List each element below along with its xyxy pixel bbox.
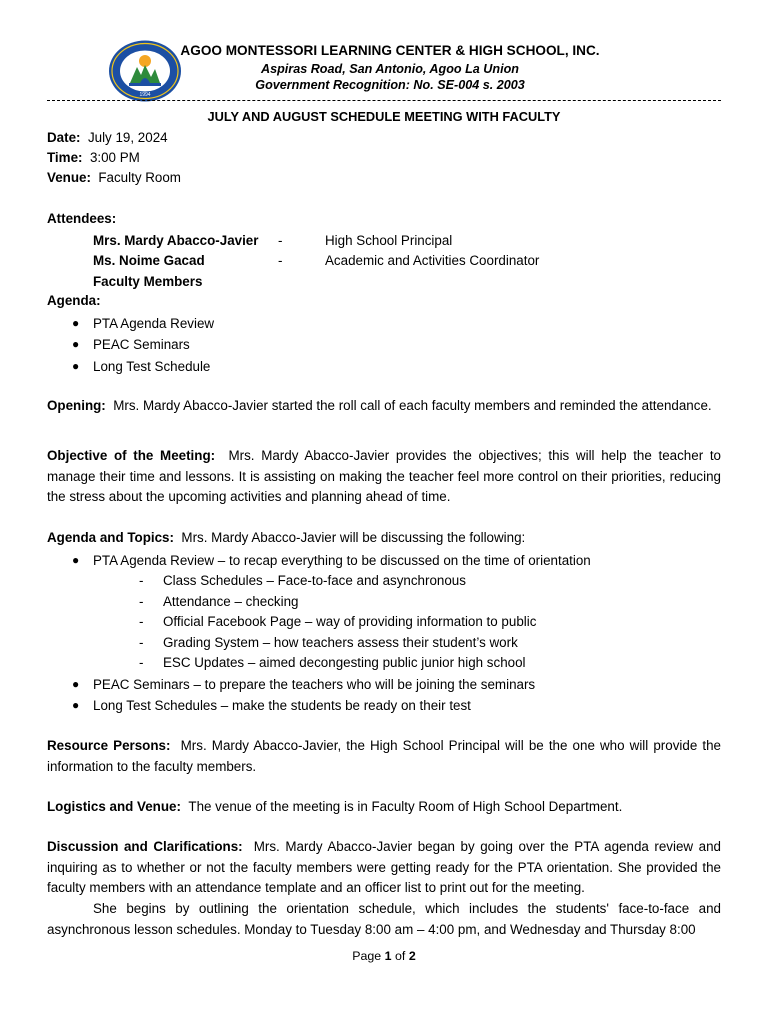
bullet-icon: ● xyxy=(72,316,80,330)
discussion-text: Mrs. Mardy Abacco-Javier began by going over the PTA agenda review and inquiring as to whether or not the faculty members were getting ready for the PTA orientation. She provided the faculty members with an attendance template and an officer list to print out for the meeting. xyxy=(47,839,721,895)
page-word: Page xyxy=(352,949,382,963)
time-value: 3:00 PM xyxy=(89,150,140,165)
opening-text: Mrs. Mardy Abacco-Javier started the roll call of each faculty members and reminded the attendance. xyxy=(113,398,712,413)
dash-marker: - xyxy=(139,573,144,588)
school-name: AGOO MONTESSORI LEARNING CENTER & HIGH SCHOOL, INC. xyxy=(180,43,600,58)
topic-subitem: Attendance – checking xyxy=(163,594,299,609)
bullet-icon: ● xyxy=(72,677,80,691)
topic-subitem: Official Facebook Page – way of providing information to public xyxy=(163,614,537,629)
logistics-label: Logistics and Venue: xyxy=(47,799,181,814)
topics-label: Agenda and Topics: xyxy=(47,530,174,545)
of-word: of xyxy=(395,949,406,963)
opening-paragraph xyxy=(47,396,721,417)
time-line xyxy=(47,151,140,164)
discussion-paragraph xyxy=(47,837,721,899)
objective-paragraph xyxy=(47,446,721,508)
total-pages: 2 xyxy=(408,949,416,963)
dash-marker: - xyxy=(139,614,144,629)
agenda-heading: Agenda: xyxy=(47,293,101,308)
header-divider xyxy=(47,100,721,101)
attendee-role: High School Principal xyxy=(325,233,453,248)
venue-value: Faculty Room xyxy=(98,170,181,185)
bullet-icon: ● xyxy=(72,359,80,373)
venue-line xyxy=(47,171,181,184)
venue-label: Venue: xyxy=(47,170,91,185)
discussion-label: Discussion and Clarifications: xyxy=(47,839,243,854)
agenda-item: PTA Agenda Review xyxy=(93,316,215,331)
topic-subitem: Class Schedules – Face-to-face and asynchronous xyxy=(163,573,466,588)
date-line xyxy=(47,131,168,144)
topic-item: PTA Agenda Review – to recap everything to be discussed on the time of orientation xyxy=(93,553,591,568)
bullet-icon: ● xyxy=(72,553,80,567)
seal-year: 1994 xyxy=(139,92,151,98)
logistics-line xyxy=(47,800,622,813)
school-seal-logo xyxy=(107,39,183,103)
topic-subitem: ESC Updates – aimed decongesting public junior high school xyxy=(163,655,526,670)
date-label: Date: xyxy=(47,130,81,145)
objective-label: Objective of the Meeting: xyxy=(47,448,216,463)
current-page: 1 xyxy=(384,949,392,963)
attendee-role: Academic and Activities Coordinator xyxy=(325,253,540,268)
agenda-item: Long Test Schedule xyxy=(93,359,211,374)
logistics-text: The venue of the meeting is in Faculty Room of High School Department. xyxy=(188,799,623,814)
topic-subitem: Grading System – how teachers assess their student’s work xyxy=(163,635,518,650)
topic-item: Long Test Schedules – make the students be ready on their test xyxy=(93,698,471,713)
resource-text: Mrs. Mardy Abacco-Javier, the High School Principal will be the one who will provide the information to the faculty members. xyxy=(47,738,721,774)
dash-marker: - xyxy=(139,655,144,670)
agenda-item: PEAC Seminars xyxy=(93,337,190,352)
resource-label: Resource Persons: xyxy=(47,738,171,753)
attendees-heading: Attendees: xyxy=(47,211,117,226)
topics-intro: Mrs. Mardy Abacco-Javier will be discussing the following: xyxy=(181,530,526,545)
attendee-dash: - xyxy=(278,253,283,268)
time-label: Time: xyxy=(47,150,83,165)
date-value: July 19, 2024 xyxy=(87,130,168,145)
bullet-icon: ● xyxy=(72,337,80,351)
government-recognition: Government Recognition: No. SE-004 s. 2003 xyxy=(255,78,525,92)
topic-item: PEAC Seminars – to prepare the teachers who will be joining the seminars xyxy=(93,677,536,692)
attendee-dash: - xyxy=(278,233,283,248)
school-address: Aspiras Road, San Antonio, Agoo La Union xyxy=(261,62,519,76)
discussion-continuation: She begins by outlining the orientation schedule, which includes the students' face-to-face and asynchronous lesson schedules. Monday to Tuesday 8:00 am – 4:00 pm, and Wednesday and Thursday 8:00 xyxy=(47,901,721,937)
page-number xyxy=(0,949,768,963)
objective-text: Mrs. Mardy Abacco-Javier provides the objectives; this will help the teacher to manage their time and lessons. It is assisting on making the teacher feel more control on their priorities, reducing the stress about the upcoming activities and planning ahead of time. xyxy=(47,448,722,504)
dash-marker: - xyxy=(139,635,144,650)
resource-paragraph xyxy=(47,736,721,777)
dash-marker: - xyxy=(139,594,144,609)
attendee-group: Faculty Members xyxy=(93,274,203,289)
attendee-name: Ms. Noime Gacad xyxy=(93,253,205,268)
opening-label: Opening: xyxy=(47,398,106,413)
topics-line xyxy=(47,531,525,544)
attendee-name: Mrs. Mardy Abacco-Javier xyxy=(93,233,259,248)
bullet-icon: ● xyxy=(72,698,80,712)
document-title: JULY AND AUGUST SCHEDULE MEETING WITH FACULTY xyxy=(207,109,561,124)
